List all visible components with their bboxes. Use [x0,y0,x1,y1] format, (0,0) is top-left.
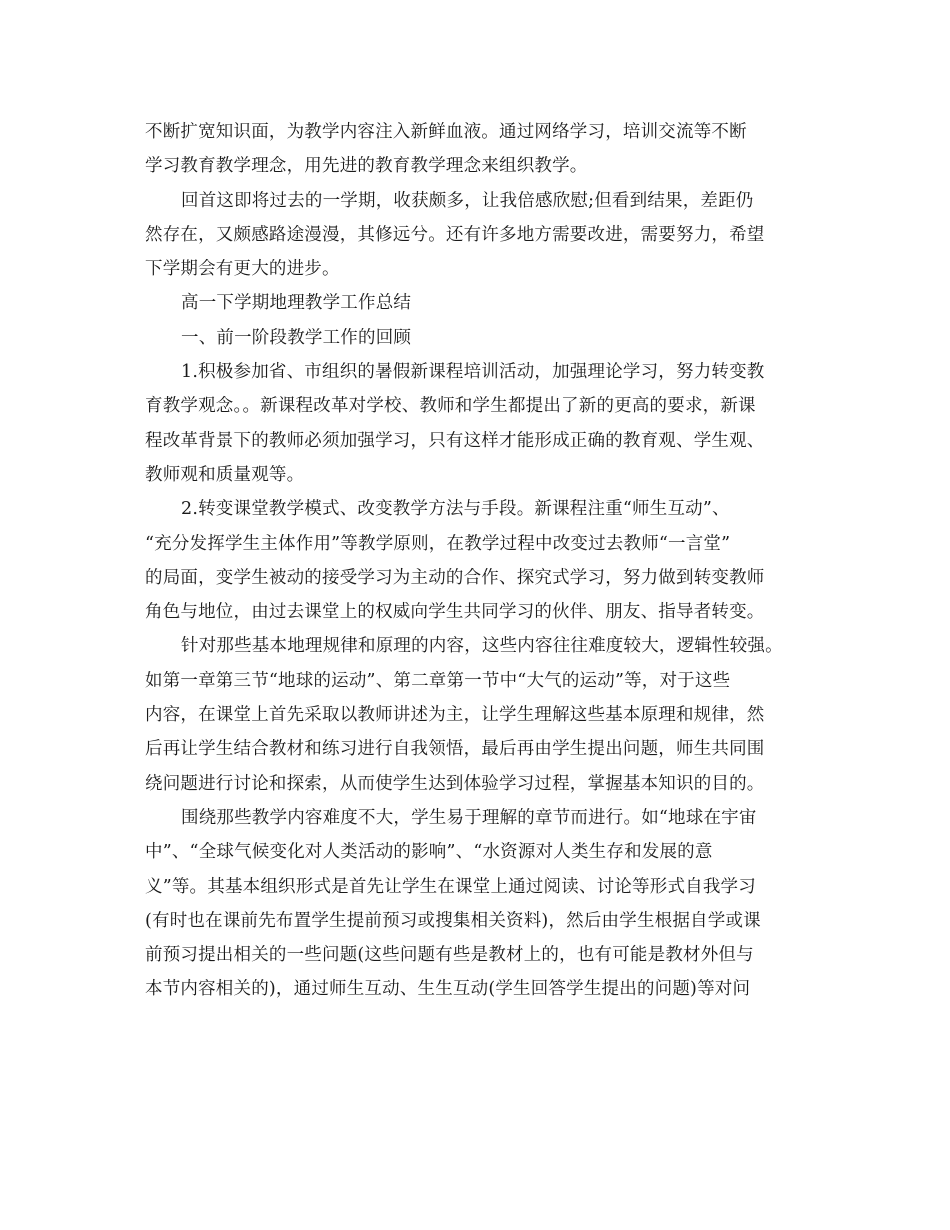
text-line: 教师观和质量观等。 [145,464,305,485]
text-line: 回首这即将过去的一学期，收获颇多，让我倍感欣慰;但看到结果，差距仍 [181,190,754,211]
text-line: 下学期会有更大的进步。 [145,259,340,280]
text-line: 绕问题进行讨论和探索，从而使学生达到体验学习过程，掌握基本知识的目的。 [145,773,765,794]
text-line: 1.积极参加省、市组织的暑假新课程培训活动，加强理论学习，努力转变教 [181,362,765,383]
text-line: 育教学观念。。新课程改革对学校、教师和学生都提出了新的更高的要求，新课 [145,396,756,417]
text-line: 内容，在课堂上首先采取以教师讲述为主，让学生理解这些基本原理和规律，然 [145,705,765,726]
text-line: 不断扩宽知识面，为教学内容注入新鲜血液。通过网络学习，培训交流等不断 [145,122,747,142]
text-line: 一、前一阶段教学工作的回顾 [181,327,412,348]
text-line: 本节内容相关的)，通过师生互动、生生互动(学生回答学生提出的问题)等对问 [145,979,751,1000]
text-line: 围绕那些教学内容难度不大，学生易于理解的章节而进行。如“地球在宇宙 [181,807,757,828]
text-line: “充分发挥学生主体作用”等教学原则，在教学过程中改变过去教师“一言堂” [145,533,731,554]
document-body [145,115,815,1007]
text-line: 然存在，又颇感路途漫漫，其修远兮。还有许多地方需要改进，需要努力，希望 [145,224,765,245]
text-line: 的局面，变学生被动的接受学习为主动的合作、探究式学习，努力做到转变教师 [145,567,765,588]
text-line: 针对那些基本地理规律和原理的内容，这些内容往往难度较大，逻辑性较强。 [181,636,783,657]
text-line: 学习教育教学理念，用先进的教育教学理念来组织教学。 [145,156,588,177]
text-line: 2.转变课堂教学模式、改变教学方法与手段。新课程注重“师生互动”、 [181,499,730,520]
text-line: 义”等。其基本组织形式是首先让学生在课堂上通过阅读、讨论等形式自我学习 [145,876,756,897]
text-line: 程改革背景下的教师必须加强学习，只有这样才能形成正确的教育观、学生观、 [145,430,765,451]
text-line: 后再让学生结合教材和练习进行自我领悟，最后再由学生提出问题，师生共同围 [145,739,765,760]
text-line: 前预习提出相关的一些问题(这些问题有些是教材上的，也有可能是教材外但与 [145,945,754,966]
text-line: 中”、“全球气候变化对人类活动的影响”、“水资源对人类生存和发展的意 [145,842,713,863]
text-line: (有时也在课前先布置学生提前预习或搜集相关资料)，然后由学生根据自学或课 [145,910,761,931]
text-line: 如第一章第三节“地球的运动”、第二章第一节中“大气的运动”等，对于这些 [145,670,731,691]
text-line: 角色与地位，由过去课堂上的权威向学生共同学习的伙伴、朋友、指导者转变。 [145,602,765,623]
text-line: 高一下学期地理教学工作总结 [181,293,412,314]
